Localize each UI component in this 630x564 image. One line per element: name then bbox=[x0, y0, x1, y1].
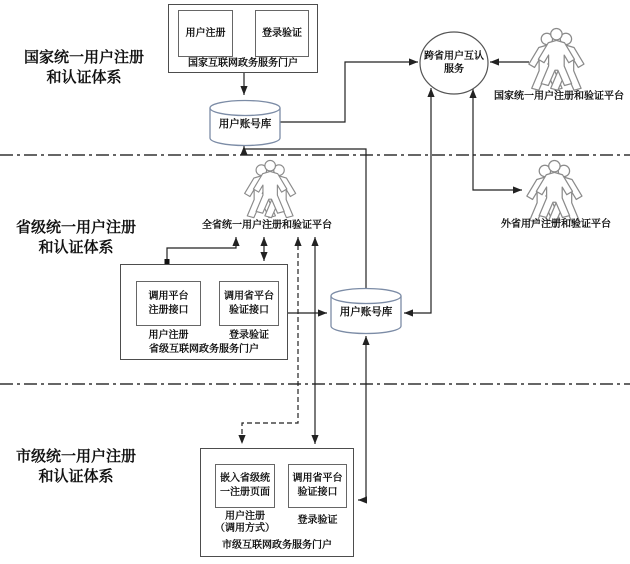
embed-label-line: 嵌入省级统 bbox=[220, 473, 270, 484]
national-portal-box bbox=[168, 4, 318, 73]
cross-province-service-label bbox=[420, 50, 488, 76]
section-title-city bbox=[10, 447, 142, 487]
section-title-line: 和认证体系 bbox=[38, 468, 114, 485]
national-register-label: 用户注册 bbox=[185, 27, 226, 39]
national-register-box bbox=[178, 10, 233, 57]
city-verify-api-box bbox=[288, 464, 347, 508]
provincial-portal-title: 省级互联网政务服务门户 bbox=[149, 344, 259, 355]
national-platform-users-icon bbox=[529, 28, 584, 90]
national-login-label: 登录验证 bbox=[262, 27, 302, 39]
section-title-line: 市级统一用户注册 bbox=[15, 448, 136, 465]
city-login-caption: 登录验证 bbox=[297, 515, 338, 526]
city-embed-register-box bbox=[215, 464, 275, 508]
api-label-line: 注册接口 bbox=[148, 304, 189, 316]
provincial-db-label: 用户账号库 bbox=[339, 305, 393, 318]
section-title-national bbox=[18, 48, 150, 88]
api-label-line: 验证接口 bbox=[229, 304, 269, 316]
arrow-circle-provincial-db bbox=[404, 88, 431, 313]
provincial-verify-api-box bbox=[219, 281, 279, 326]
national-portal-title: 国家互联网政务服务门户 bbox=[188, 58, 298, 69]
provincial-register-api-box bbox=[136, 281, 201, 326]
city-register-caption-method: （调用方式） bbox=[215, 523, 275, 534]
national-db-label: 用户账号库 bbox=[218, 117, 272, 130]
arrow-register-to-province-platform bbox=[167, 237, 236, 262]
section-title-line: 国家统一用户注册 bbox=[23, 49, 144, 66]
city-register-caption: 用户注册 bbox=[225, 511, 265, 522]
api-label-line: 验证接口 bbox=[297, 487, 338, 498]
provincial-register-caption: 用户注册 bbox=[148, 330, 189, 341]
circle-label-line: 跨省用户互认 bbox=[424, 51, 484, 62]
city-portal-title: 市级互联网政务服务门户 bbox=[222, 540, 332, 551]
section-title-line: 省级统一用户注册 bbox=[15, 219, 136, 236]
section-title-line: 和认证体系 bbox=[46, 69, 122, 86]
section-title-provincial bbox=[10, 218, 142, 258]
api-label-line: 调用省平台 bbox=[224, 290, 274, 302]
provincial-platform-users-icon bbox=[245, 160, 296, 217]
city-portal-box bbox=[200, 448, 354, 557]
arrow-city-portal-to-provincial-db bbox=[358, 336, 366, 500]
provincial-platform-label: 全省统一用户注册和验证平台 bbox=[202, 220, 332, 231]
other-province-platform-label: 外省用户注册和验证平台 bbox=[501, 219, 611, 230]
national-platform-label: 国家统一用户注册和验证平台 bbox=[494, 91, 624, 102]
embed-label-line: 一注册页面 bbox=[220, 487, 270, 498]
national-login-box bbox=[255, 10, 309, 57]
api-label-line: 调用平台 bbox=[148, 290, 189, 302]
arrow-circle-other-province bbox=[473, 89, 522, 190]
other-province-platform-users-icon bbox=[527, 160, 582, 222]
section-title-line: 和认证体系 bbox=[38, 239, 114, 256]
provincial-login-caption: 登录验证 bbox=[229, 330, 269, 341]
api-label-line: 调用省平台 bbox=[292, 473, 343, 484]
circle-label-line: 服务 bbox=[444, 64, 464, 75]
provincial-portal-box bbox=[120, 264, 288, 360]
